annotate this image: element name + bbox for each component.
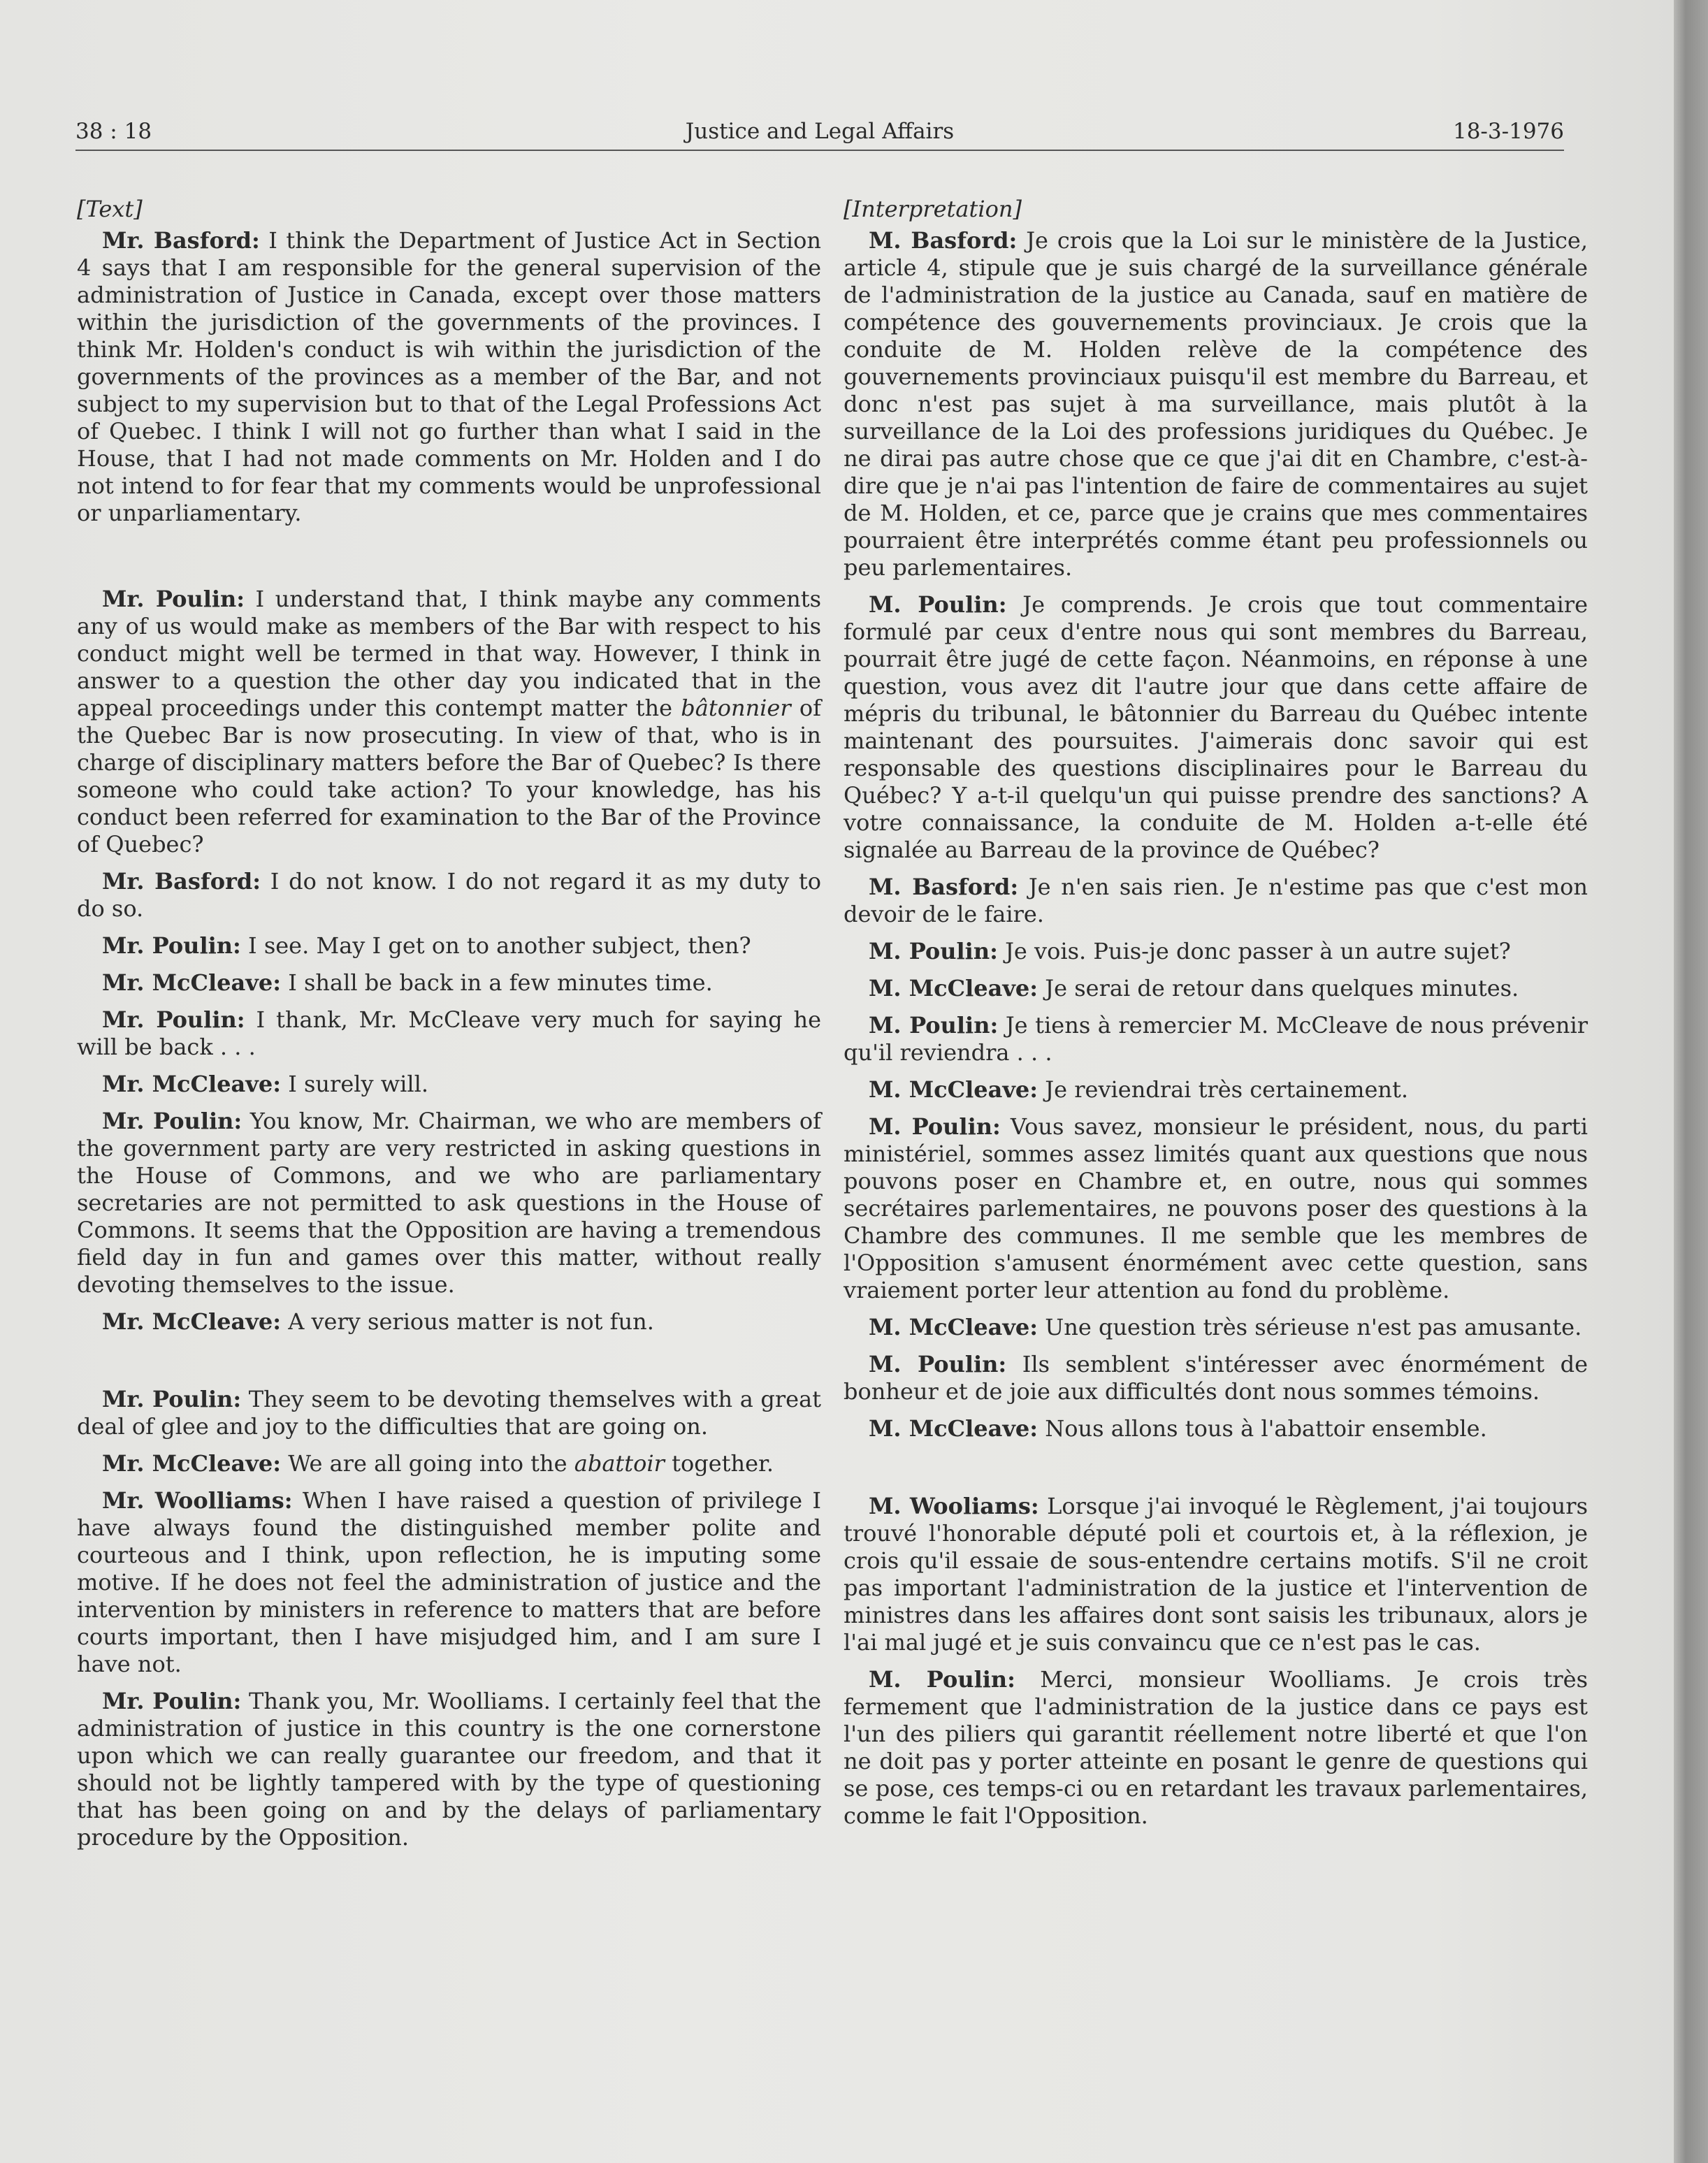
speech-text: I thank, Mr. McCleave very much for saying he will be back . . . (77, 1006, 822, 1060)
speaker-name: M. Poulin: (869, 1666, 1015, 1693)
speaker-name: M. McCleave: (869, 1314, 1038, 1340)
speaker-name: Mr. McCleave: (102, 1308, 282, 1335)
speaker-name: M. Poulin: (869, 1012, 999, 1039)
speech-text: Je n'en sais rien. Je n'estime pas que c'est mon devoir de le faire. (844, 874, 1588, 927)
speech-text-continued: of the Quebec Bar is now prosecuting. In view of that, who is in charge of disciplinary matters before the Bar of Quebec? Is there someone who could take action? To your knowledge, has his conduct been referred for examination to the Bar of the Province of Quebec? (77, 695, 822, 858)
speaker-name: M. Poulin: (869, 591, 1007, 618)
paragraph-mccleave (77, 1450, 821, 1477)
speaker-name: Mr. McCleave: (102, 1450, 282, 1477)
speech-text: I think the Department of Justice Act in Section 4 says that I am responsible for the general supervision of the administration of Justice in Canada, except over those matters within the jurisdiction of the governments of the provinces. I think Mr. Holden's conduct is wih within the jurisdiction of the governments of the provinces as a member of the Bar, and not subject to my supervision but to that of the Legal Professions Act of Quebec. I think I will not go further than what I said in the House, that I had not made comments on Mr. Holden and I do not intend to for fear that my comments would be unprofessional or unparliamentary. (77, 227, 821, 526)
paragraph-mccleave (844, 1415, 1588, 1442)
speech-text: I shall be back in a few minutes time. (281, 969, 713, 996)
paragraph-poulin (77, 932, 821, 960)
paragraph-poulin (77, 1688, 821, 1851)
speech-text: Je serai de retour dans quelques minutes. (1038, 975, 1519, 1001)
english-column (77, 196, 821, 1861)
speech-text: When I have raised a question of privilege I have always found the distinguished member polite and courteous and I think, upon reflection, he is imputing some motive. If he does not feel the administration of justice and the intervention by ministers in reference to matters that are before courts important, then I have misjudged him, and I am sure I have not. (77, 1487, 822, 1677)
speaker-name: Mr. Poulin: (102, 1108, 243, 1134)
speaker-name: Mr. Poulin: (102, 1688, 242, 1714)
speech-text: A very serious matter is not fun. (281, 1308, 654, 1335)
speech-text: We are all going into the (281, 1450, 574, 1477)
running-header (75, 112, 1564, 151)
speech-text: Thank you, Mr. Woolliams. I certainly feel that the administration of justice in this country is the one cornerstone upon which we can really guarantee our freedom, and that it should not be lightly tampered with by the type of questioning that has been going on and by the delays of parliamentary procedure by the Opposition. (77, 1688, 822, 1851)
column-tag: [Text] (77, 196, 143, 222)
speech-text: Je tiens à remercier M. McCleave de nous prévenir qu'il reviendra . . . (844, 1012, 1588, 1066)
paragraph-mccleave (844, 1076, 1588, 1104)
speech-italic-term: bâtonnier (681, 695, 791, 721)
session-date: 18-3-1976 (1452, 119, 1564, 144)
paragraph-poulin (77, 1386, 821, 1440)
paragraph-poulin (77, 586, 821, 858)
speech-text: I see. May I get on to another subject, then? (240, 932, 751, 959)
paragraph-poulin (844, 591, 1588, 864)
paragraph-basford (844, 874, 1588, 928)
speech-text: Je reviendrai très certainement. (1038, 1076, 1409, 1103)
paragraph-basford (77, 868, 821, 923)
page-number: 38 : 18 (75, 119, 152, 144)
speech-text-continued: together. (664, 1450, 774, 1477)
paragraph-poulin (844, 1351, 1588, 1405)
speech-text: Merci, monsieur Woolliams. Je crois très fermement que l'administration de la justice dans ce pays est l'un des piliers qui garantit réellement notre liberté et que l'on ne doit pas y porter atteinte en posant le genre de questions qui se pose, ces temps-ci ou en retardant les travaux parlementaires, comme le fait l'Opposition. (844, 1666, 1588, 1829)
speech-text: They seem to be devoting themselves with a great deal of glee and joy to the difficulties that are going on. (77, 1386, 821, 1440)
speaker-name: Mr. Woolliams: (102, 1487, 293, 1514)
speaker-name: Mr. Poulin: (102, 932, 241, 959)
speech-text: Ils semblent s'intéresser avec énormément de bonheur et de joie aux difficultés dont nous sommes témoins. (844, 1351, 1588, 1405)
paragraph-wooliams (844, 1493, 1588, 1656)
paragraph-poulin (844, 1012, 1588, 1066)
column-gap (844, 1452, 1588, 1493)
publication-title: Justice and Legal Affairs (685, 119, 955, 144)
column-tag: [Interpretation] (844, 196, 1022, 222)
speech-text: Je vois. Puis-je donc passer à un autre sujet? (997, 938, 1511, 964)
paragraph-poulin (844, 938, 1588, 965)
speaker-name: Mr. McCleave: (102, 1071, 282, 1097)
paragraph-poulin (844, 1666, 1588, 1830)
speaker-name: Mr. Poulin: (102, 1006, 245, 1033)
speech-text: Lorsque j'ai invoqué le Règlement, j'ai toujours trouvé l'honorable député poli et courtois et, à la réflexion, je crois qu'il essaie de sous-entendre certains motifs. S'il ne croit pas important l'administration de la justice et l'intervention de ministres dans les affaires dont sont saisis les tribunaux, alors je l'ai mal jugé et je suis convaincu que ce n'est pas le cas. (844, 1493, 1588, 1656)
header-rule (75, 150, 1564, 151)
paragraph-basford (844, 227, 1588, 581)
speech-text: I understand that, I think maybe any comments any of us would make as members of the Bar with respect to his conduct might well be termed in that way. However, I think in answer to a question the other day you indicated that in the appeal proceedings under this contempt matter the (77, 586, 822, 721)
speaker-name: M. McCleave: (869, 1415, 1038, 1442)
paragraph-basford (77, 227, 821, 527)
speaker-name: M. Basford: (869, 227, 1018, 254)
speech-text: I surely will. (281, 1071, 429, 1097)
speech-text: Une question très sérieuse n'est pas amusante. (1038, 1314, 1582, 1340)
paragraph-mccleave (844, 975, 1588, 1002)
speech-text: You know, Mr. Chairman, we who are members of the government party are very restricted in asking questions in the House of Commons, and we who are parliamentary secretaries are not permitted to ask questions in the House of Commons. It seems that the Opposition are having a tremendous field day in fun and games over this matter, without really devoting themselves to the issue. (77, 1108, 822, 1298)
paragraph-poulin (77, 1006, 821, 1061)
paragraph-mccleave (77, 1308, 821, 1336)
speech-italic-term: abattoir (574, 1450, 665, 1477)
speech-text: Nous allons tous à l'abattoir ensemble. (1038, 1415, 1487, 1442)
speaker-name: M. Poulin: (869, 1351, 1007, 1377)
page-edge-shadow (1674, 0, 1708, 2163)
speaker-name: Mr. Poulin: (102, 1386, 242, 1412)
speech-text: Je crois que la Loi sur le ministère de la Justice, article 4, stipule que je suis chargé de la surveillance générale de l'administration de la justice au Canada, sauf en matière de compétence des gouvernements provinciaux. Je crois que la conduite de M. Holden relève de la compétence des gouvernements provinciaux puisqu'il est membre du Barreau, et donc n'est pas sujet à ma surveillance, mais plutôt à la surveillance de la Loi des professions juridiques du Québec. Je ne dirai pas autre chose que ce que j'ai dit en Chambre, c'est-à-dire que je n'ai pas l'intention de faire de commentaires au sujet de M. Holden, et ce, parce que je crains que mes commentaires pourraient être interprétés comme étant peu professionnels ou peu parlementaires. (844, 227, 1588, 581)
speaker-name: Mr. Poulin: (102, 586, 245, 612)
speaker-name: M. Poulin: (869, 1113, 1001, 1140)
speaker-name: Mr. Basford: (102, 868, 261, 895)
speaker-name: Mr. Basford: (102, 227, 260, 254)
paragraph-mccleave (77, 1071, 821, 1098)
paragraph-woolliams (77, 1487, 821, 1678)
speech-text: Je comprends. Je crois que tout commentaire formulé par ceux d'entre nous qui sont membres du Barreau, pourrait être jugé de cette façon. Néanmoins, en réponse à une question, vous avez dit l'autre jour que dans cette affaire de mépris du tribunal, le bâtonnier du Barreau du Québec intente maintenant des poursuites. J'aimerais donc savoir qui est responsable des questions disciplinaires pour le Barreau du Québec? Y a-t-il quelqu'un qui puisse prendre des sanctions? A votre connaissance, la conduite de M. Holden a-t-elle été signalée au Barreau de la province de Québec? (844, 591, 1588, 863)
speech-text: I do not know. I do not regard it as my duty to do so. (77, 868, 822, 922)
speaker-name: M. McCleave: (869, 975, 1038, 1001)
speaker-name: M. Basford: (869, 874, 1019, 900)
speech-text: Vous savez, monsieur le président, nous, du parti ministériel, sommes assez limités quant aux questions que nous pouvons poser en Chambre et, en outre, nous qui sommes secrétaires parlementaires, ne pouvons poser des questions à la Chambre des communes. Il me semble que les membres de l'Opposition s'amusent énormément avec cette question, sans vraiement porter leur attention au fond du problème. (844, 1113, 1588, 1303)
paragraph-mccleave (77, 969, 821, 997)
paragraph-mccleave (844, 1314, 1588, 1341)
column-gap (77, 1345, 821, 1386)
column-gap (77, 537, 821, 586)
speaker-name: M. Poulin: (869, 938, 998, 964)
french-column (844, 196, 1588, 1839)
paragraph-poulin (77, 1108, 821, 1298)
paragraph-poulin (844, 1113, 1588, 1304)
speaker-name: M. Wooliams: (869, 1493, 1039, 1519)
speaker-name: M. McCleave: (869, 1076, 1038, 1103)
speaker-name: Mr. McCleave: (102, 969, 282, 996)
